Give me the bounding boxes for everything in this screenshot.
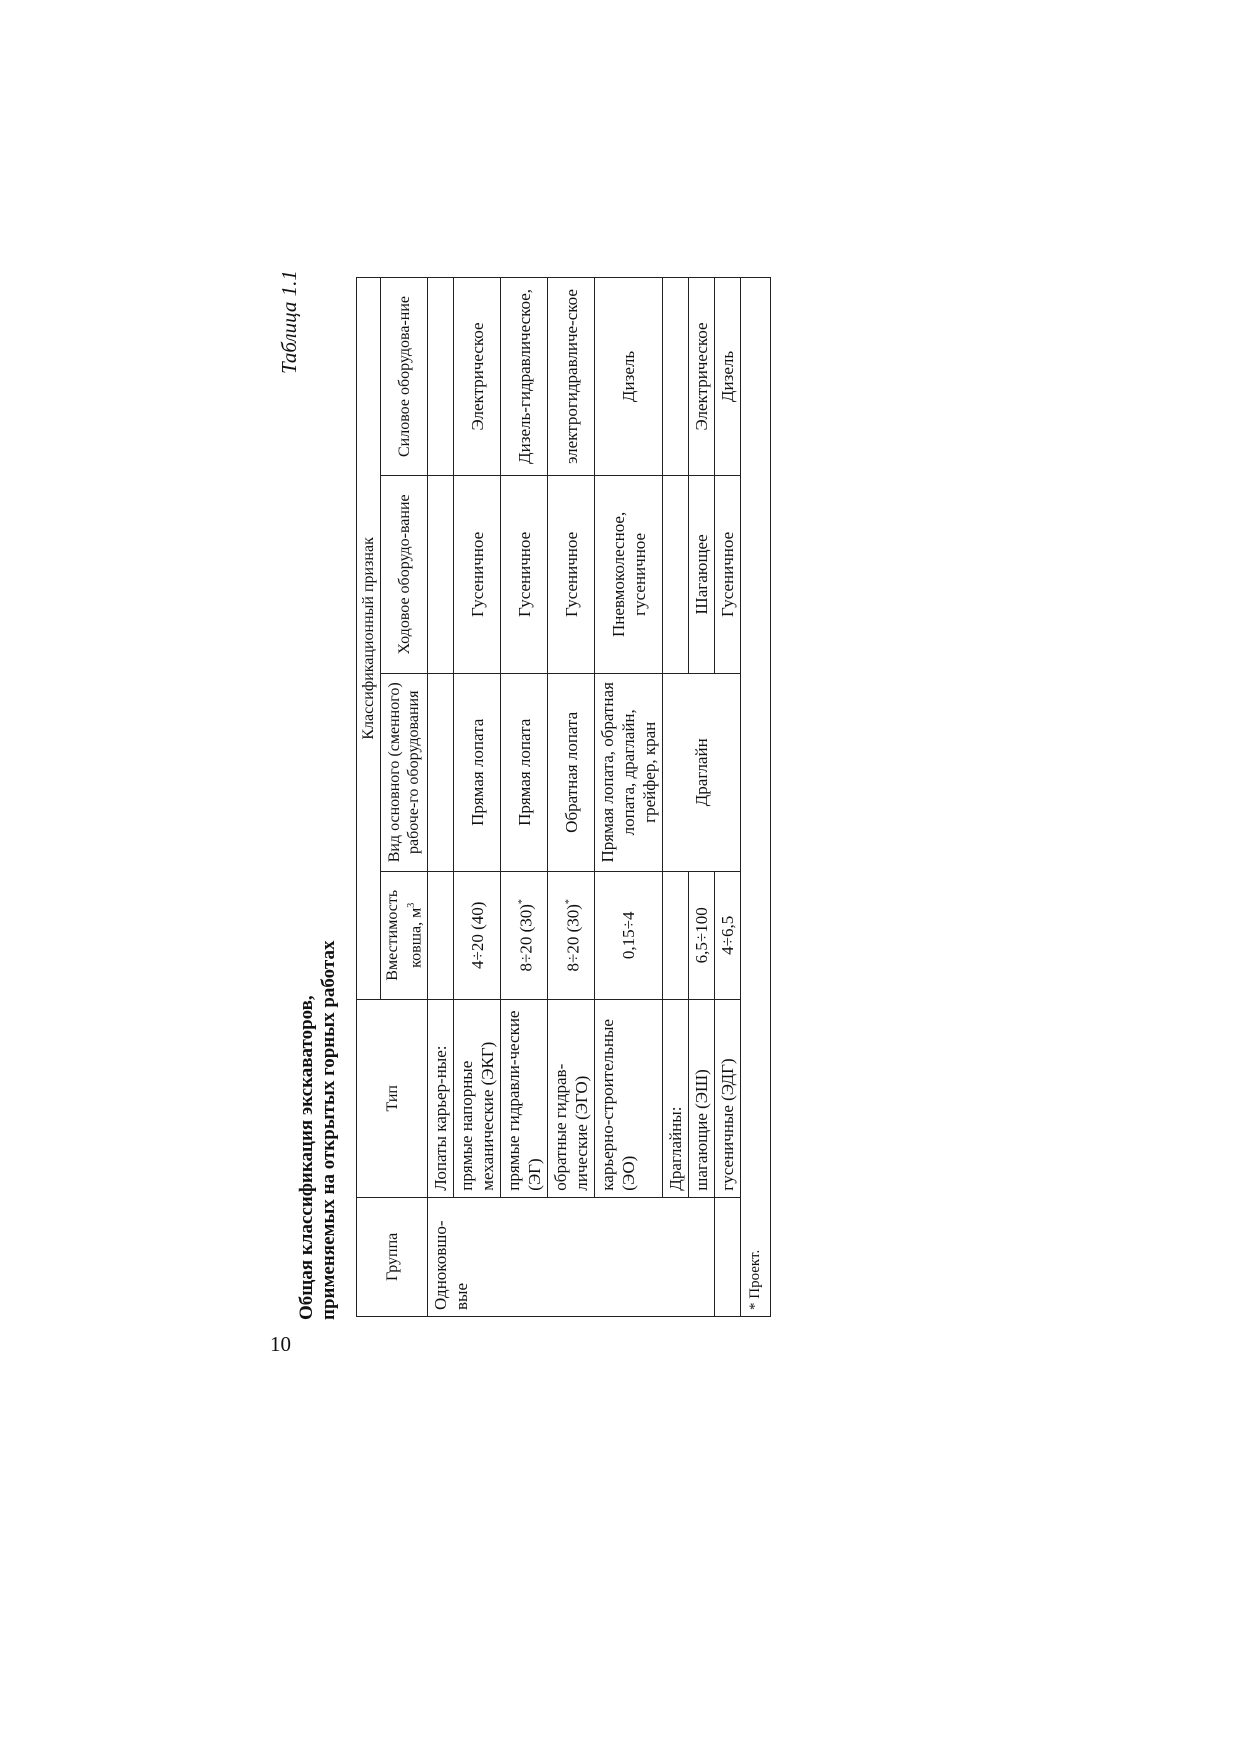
footnote-mark: *	[564, 899, 575, 905]
classification-table-wrapper	[356, 277, 923, 1317]
header-capacity-sup: 3	[406, 902, 417, 908]
page-number: 10	[270, 1332, 291, 1356]
header-row-1	[357, 278, 381, 1317]
capacity-cell: 6,5÷100	[689, 871, 715, 999]
undercarriage-cell: Гусеничное	[454, 475, 501, 673]
capacity-cell	[595, 871, 663, 999]
equipment-cell: Прямая лопата	[454, 673, 501, 871]
type-group-label: Лопаты карьер-ные:	[428, 999, 454, 1197]
title-line-1: Общая классификация экскаваторов,	[296, 995, 317, 1320]
header-equipment: Вид основного (сменного) рабоче-го оборудования	[381, 673, 428, 871]
dragline-label: Драглайны:	[663, 999, 689, 1197]
dragline-equipment-cell: Драглайн	[663, 673, 741, 871]
undercarriage-cell: Гусеничное	[715, 475, 741, 673]
undercarriage-cell: Пневмоколесное, гусеничное	[595, 475, 663, 673]
power-cell: Дизель	[715, 278, 741, 476]
table-row	[501, 278, 548, 1317]
capacity-value: 8÷20 (30)	[563, 904, 583, 972]
capacity-value: 8÷20 (30)	[516, 904, 536, 972]
power-cell: Электрическое	[689, 278, 715, 476]
power-cell: электрогидравличе-ское	[548, 278, 595, 476]
header-type: Тип	[357, 999, 428, 1197]
power-cell: Электрическое	[454, 278, 501, 476]
classification-table	[356, 277, 771, 1317]
table-row	[595, 278, 663, 1317]
equipment-cell: Прямая лопата, обратная лопата, драглайн, грейфер, кран	[595, 673, 663, 871]
type-cell: прямые гидравли-ческие (ЭГ)	[501, 999, 548, 1197]
type-cell: шагающие (ЭШ)	[689, 999, 715, 1197]
capacity-value: 0,15÷4	[619, 911, 639, 960]
table-row	[548, 278, 595, 1317]
header-undercarriage: Ходовое оборудо-вание	[381, 475, 428, 673]
dragline-label-row	[663, 278, 689, 1317]
power-cell: Дизель	[595, 278, 663, 476]
group-row-single	[428, 278, 454, 1317]
footnote-row	[741, 278, 771, 1317]
capacity-cell	[454, 871, 501, 999]
capacity-cell: 4÷6,5	[715, 871, 741, 999]
type-cell: прямые напорные механические (ЭКГ)	[454, 999, 501, 1197]
footnote: * Проект.	[741, 278, 771, 1317]
header-classification: Классификационный признак	[357, 278, 381, 1000]
header-capacity-label: Вместимость ковша, м	[384, 889, 425, 981]
undercarriage-cell: Гусеничное	[501, 475, 548, 673]
header-group: Группа	[357, 1197, 428, 1316]
header-capacity	[381, 871, 428, 999]
undercarriage-cell: Шагающее	[689, 475, 715, 673]
table-row	[454, 278, 501, 1317]
document-title	[296, 880, 340, 1320]
equipment-cell: Обратная лопата	[548, 673, 595, 871]
table-caption: Таблица 1.1	[277, 270, 301, 374]
header-power: Силовое оборудова-ние	[381, 278, 428, 476]
undercarriage-cell: Гусеничное	[548, 475, 595, 673]
footnote-mark: *	[517, 899, 528, 905]
type-cell: гусеничные (ЭДГ)	[715, 999, 741, 1197]
capacity-value: 4÷20 (40)	[467, 901, 487, 969]
equipment-cell: Прямая лопата	[501, 673, 548, 871]
title-line-2: применяемых на открытых горных работах	[318, 940, 339, 1320]
power-cell: Дизель-гидравлическое,	[501, 278, 548, 476]
type-cell: карьерно-строительные (ЭО)	[595, 999, 663, 1197]
capacity-cell	[501, 871, 548, 999]
type-cell: обратные гидрав-лические (ЭГО)	[548, 999, 595, 1197]
group-single: Одноковшо-вые	[428, 1197, 715, 1316]
capacity-cell	[548, 871, 595, 999]
